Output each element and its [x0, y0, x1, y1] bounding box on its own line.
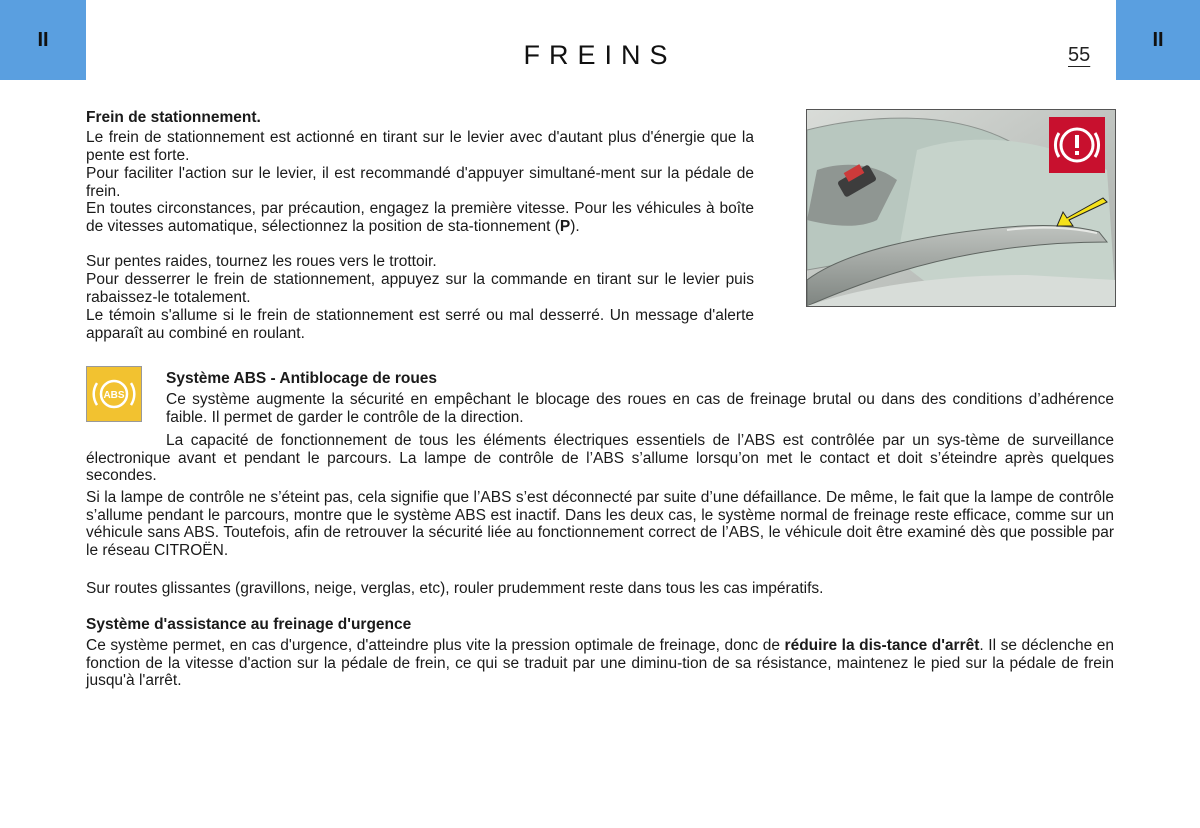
abs-icon-label: ABS [103, 390, 125, 401]
abs-heading: Système ABS - Antiblocage de roues [166, 370, 438, 387]
handbrake-photo [806, 109, 1116, 307]
abs-paragraph-4: Sur routes glissantes (gravillons, neige, verglas, etc), rouler prudemment reste dans tous les cas impératifs. [86, 580, 824, 597]
parking-brake-line-4: Sur pentes raides, tournez les roues vers le trottoir. [86, 253, 437, 270]
chapter-tab-right: II [1116, 0, 1200, 80]
page-number: 55 [1068, 44, 1091, 66]
abs-paragraph-3: Si la lampe de contrôle ne s’éteint pas, cela signifie que l’ABS s’est déconnecté par suite d’une défaillance. De même, le fait que la lampe de contrôle s’allume pendant le parcours, montre que le système ABS est inactif. Dans les deux cas, le système normal de freinage reste efficace, comme sur un véhicule sans ABS. Toutefois, afin de retrouver la sécurité liée au fonctionnement correct de l’ABS, le véhicule doit être examiné dès que possible par le réseau CITROËN. [86, 489, 1114, 559]
parking-brake-line-3: En toutes circonstances, par précaution, engagez la première vitesse. Pour les véhicules à boîte de vitesses automatique, sélectionnez la position de sta-tionnement (P). [86, 200, 754, 235]
abs-paragraph-2: La capacité de fonctionnement de tous les éléments électriques essentiels de l’ABS est contrôlée par un sys-tème de surveillance électronique avant et pendant le parcours. La lampe de contrôle de l’ABS s’allume lorsqu’on met le contact et doit s’éteindre après quelques secondes. [86, 432, 1114, 485]
abs-icon [86, 366, 142, 422]
chapter-tab-left: II [0, 0, 86, 80]
brake-warning-icon [1049, 117, 1105, 173]
brake-assist-heading: Système d'assistance au freinage d'urgence [86, 616, 412, 633]
parking-brake-line-5: Pour desserrer le frein de stationnement, appuyez sur la commande en tirant sur le levier puis rabaissez-le totalement. [86, 271, 754, 306]
parking-brake-heading: Frein de stationnement. [86, 109, 261, 126]
parking-brake-line-1: Le frein de stationnement est actionné en tirant sur le levier avec d'autant plus d'énergie que la pente est forte. [86, 129, 754, 164]
brake-assist-paragraph: Ce système permet, en cas d'urgence, d'atteindre plus vite la pression optimale de freinage, donc de réduire la dis-tance d'arrêt. Il se déclenche en fonction de la vitesse d'action sur la pédale de frein, ce qui se traduit par une diminu-tion de sa résistance, maintenez le pied sur la pédale de frein jusqu'à l'arrêt. [86, 637, 1115, 690]
page-title: FREINS [523, 40, 677, 70]
park-position-letter: P [559, 217, 571, 235]
brake-assist-emphasis: réduire la dis-tance d'arrêt [784, 637, 980, 654]
abs-paragraph-1: Ce système augmente la sécurité en empêchant le blocage des roues en cas de freinage brutal ou dans des conditions d’adhérence faible. Il permet de garder le contrôle de la direction. [166, 391, 1114, 426]
parking-brake-line-2: Pour faciliter l'action sur le levier, il est recommandé d'appuyer simultané-ment sur la pédale de frein. [86, 165, 754, 200]
parking-brake-line-6: Le témoin s'allume si le frein de stationnement est serré ou mal desserré. Un message d'alerte apparaît au combiné en roulant. [86, 307, 754, 342]
